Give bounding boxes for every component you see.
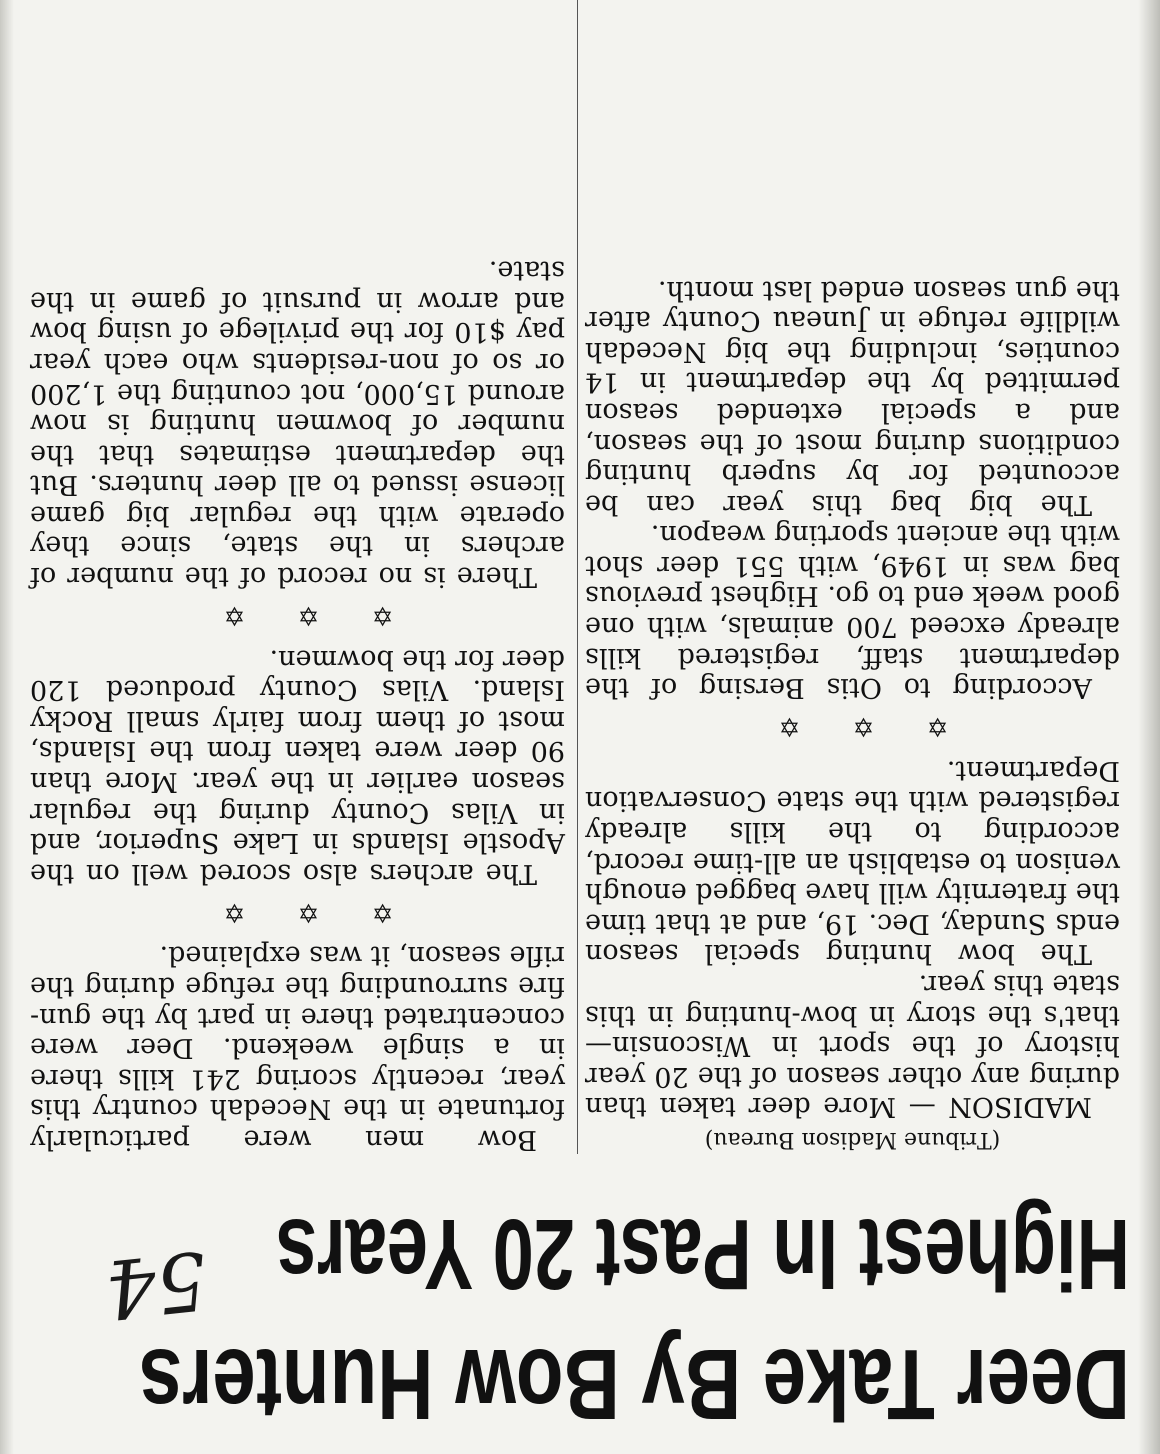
article-paragraph: The big bag this year can be accounted for by superb hunting conditions during most of the season, and a special extended season permitted by the department in 14 counties, including the big Necedah wildlife refuge in Juneau County after the gun season ended last month. — [585, 274, 1120, 520]
headline-line-2: Highest In Past 20 Years — [275, 1198, 1130, 1310]
article-paragraph: There is no record of the number of archers in the state, since they operate with the regular big game license issued to all deer hunters. But the department estimates that the number of bowmen hunting is now around 15,000, not counting the 1,200 or so of non-residents who each year pay $10 for the privilege of using bow and arrow in pursuit of game in the state. — [30, 255, 565, 593]
article-column-right — [30, 255, 565, 1154]
star-separator: ✡ ✡ ✡ — [201, 896, 394, 927]
article-paragraph: Bow men were particularly fortunate in the Necedah country this year, recently scoring 241 kills there in a single weekend. Deer were concentrated there in part by the gun-fire surrounding the refuge during the rifle season, it was explained. — [30, 940, 565, 1155]
byline: (Tribune Madison Bureau) — [704, 1127, 1001, 1152]
paper-edge-shadow — [1138, 0, 1160, 1454]
headline-line-1: Deer Take By Bow Hunters — [138, 1328, 1130, 1440]
star-separator: ✡ ✡ ✡ — [756, 711, 949, 742]
handwritten-note: 54 — [100, 1232, 212, 1336]
article-paragraph: According to Otis Bersing of the department staff, registered kills already exceed 700 animals, with one good week end to go. Highest previous bag was in 1949, with 551 deer shot with the ancient sporting weapon. — [585, 519, 1120, 704]
column-divider — [577, 0, 578, 1154]
article-column-left — [585, 274, 1120, 1154]
star-separator: ✡ ✡ ✡ — [201, 600, 394, 631]
paper-edge-shadow — [0, 0, 14, 1454]
article-paragraph: The archers also scored well on the Apostle Islands in Lake Superior, and in Vilas County during the regular season earlier in the year. More than 90 deer were taken from the Islands, most of them from fairly small Rocky Island. Vilas County produced 120 deer for the bowmen. — [30, 643, 565, 889]
article-paragraph: The bow hunting special season ends Sunday, Dec. 19, and at that time the fraternity will have bagged enough venison to establish an all-time record, according to the kills already registered with the state Conservation Department. — [585, 754, 1120, 970]
article-paragraph: MADISON — More deer taken than during any other season of the 20 year history of the sport in Wisconsin—that's the story in bow-hunting in this state this year. — [585, 969, 1120, 1123]
